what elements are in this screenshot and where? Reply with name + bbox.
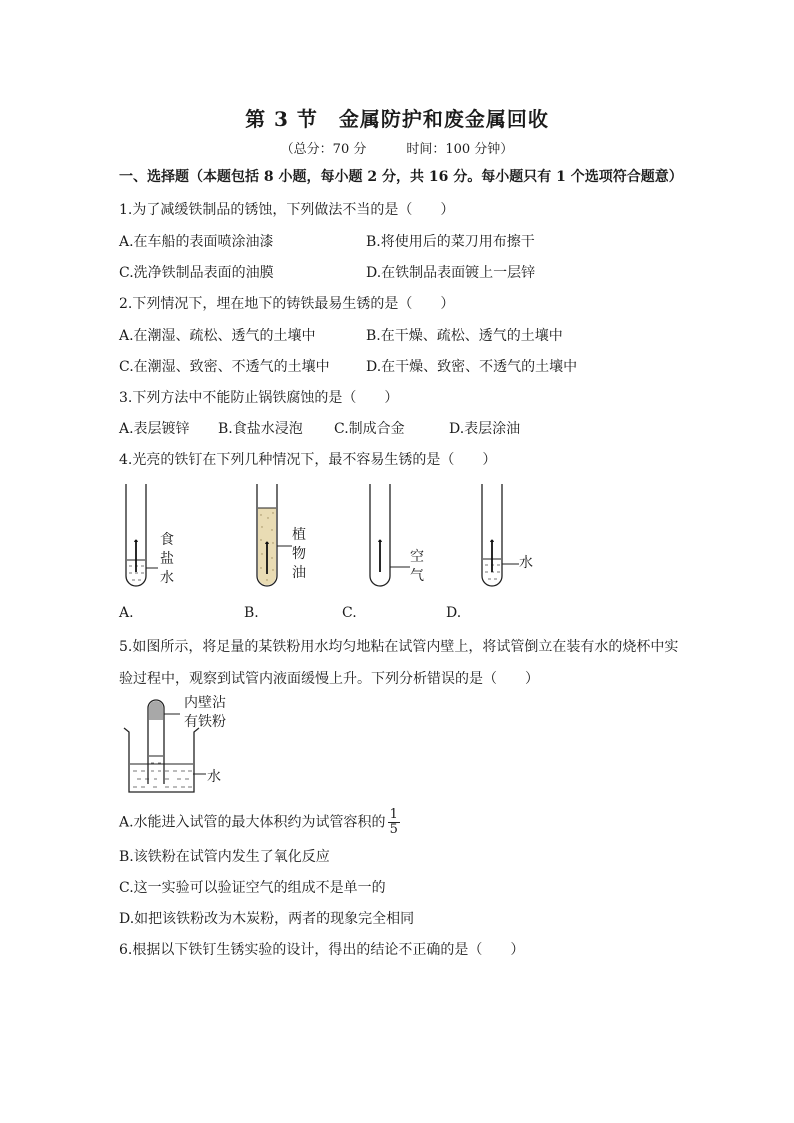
nail-head-c	[378, 540, 382, 543]
question-3-option-a: A.表层镀锌	[119, 421, 190, 437]
water-label: 水	[207, 769, 221, 785]
question-3-option-d: D.表层涂油	[449, 421, 521, 437]
test-tube-c-figure	[360, 480, 410, 590]
total-score: （总分：70 分	[280, 142, 367, 157]
question-4-option-c: C.	[342, 605, 357, 621]
question-5-option-c: C.这一实验可以验证空气的组成不是单一的	[119, 880, 386, 896]
question-2-option-b: B.在干燥、疏松、透气的土壤中	[366, 328, 563, 344]
question-1-option-d: D.在铁制品表面镀上一层锌	[366, 265, 536, 281]
tube-a-label: 食 盐 水	[160, 532, 174, 586]
question-3-option-c: C.制成合金	[334, 421, 405, 437]
question-5-option-a	[119, 808, 400, 837]
question-2-option-c: C.在潮湿、致密、不透气的土壤中	[119, 359, 330, 375]
iron-powder-label-line-2: 有铁粉	[184, 714, 226, 730]
question-1-option-b: B.将使用后的菜刀用布擦干	[366, 234, 535, 250]
tube-d-label: 水	[519, 555, 533, 571]
beaker	[124, 728, 199, 792]
page-title: 第 3 节 金属防护和废金属回收	[245, 107, 549, 131]
question-3-option-b: B.食盐水浸泡	[218, 421, 303, 437]
question-4-option-d: D.	[446, 605, 462, 621]
test-tube-d-figure	[473, 480, 519, 590]
question-4-option-a: A.	[119, 605, 134, 621]
test-tube-a-figure	[118, 480, 158, 590]
nail-head-d	[490, 540, 494, 543]
question-5-option-b: B.该铁粉在试管内发生了氧化反应	[119, 849, 330, 865]
question-5-option-d: D.如把该铁粉改为木炭粉，两者的现象完全相同	[119, 911, 415, 927]
iron-powder-coating	[149, 701, 163, 720]
tube-water-hatching	[151, 763, 161, 779]
question-3-stem: 3.下列方法中不能防止锅铁腐蚀的是（ ）	[119, 390, 399, 406]
question-2-option-d: D.在干燥、致密、不透气的土壤中	[366, 359, 578, 375]
question-6-stem: 6.根据以下铁钉生锈实验的设计，得出的结论不正确的是（ ）	[119, 942, 525, 958]
question-1-stem: 1.为了减缓铁制品的锈蚀，下列做法不当的是（ ）	[119, 202, 455, 218]
tube-c-label: 空 气	[410, 549, 424, 584]
nail-head-a	[134, 540, 138, 543]
tube-b-label: 植 物 油	[292, 527, 306, 581]
question-5-option-a-text: A.水能进入试管的最大体积约为试管容积的	[119, 814, 386, 831]
exam-time: 时间：100 分钟）	[406, 142, 514, 157]
question-1-option-c: C.洗净铁制品表面的油膜	[119, 265, 274, 281]
question-2-stem: 2.下列情况下，埋在地下的铸铁最易生锈的是（ ）	[119, 296, 455, 312]
beaker-water-hatching	[133, 771, 192, 787]
question-5-stem-line-2: 验过程中，观察到试管内液面缓慢上升。下列分析错误的是（ ）	[119, 671, 539, 687]
question-4-option-b: B.	[244, 605, 259, 621]
fraction-one-fifth: $\frac{1}{5}$	[389, 807, 398, 837]
exam-info	[0, 138, 794, 157]
section-heading: 一、选择题（本题包括 8 小题，每小题 2 分，共 16 分。每小题只有 1 个选项符合题意）	[119, 169, 683, 185]
test-tube-b-figure	[248, 480, 292, 590]
question-5-stem-line-1: 5.如图所示，将足量的某铁粉用水均匀地粘在试管内壁上，将试管倒立在装有水的烧杯中实	[119, 639, 679, 655]
question-2-option-a: A.在潮湿、疏松、透气的土壤中	[119, 328, 316, 344]
question-4-stem: 4.光亮的铁钉在下列几种情况下，最不容易生锈的是（ ）	[119, 452, 497, 468]
iron-powder-label-line-1: 内壁沾	[184, 695, 226, 711]
question-1-option-a: A.在车船的表面喷涂油漆	[119, 234, 274, 250]
